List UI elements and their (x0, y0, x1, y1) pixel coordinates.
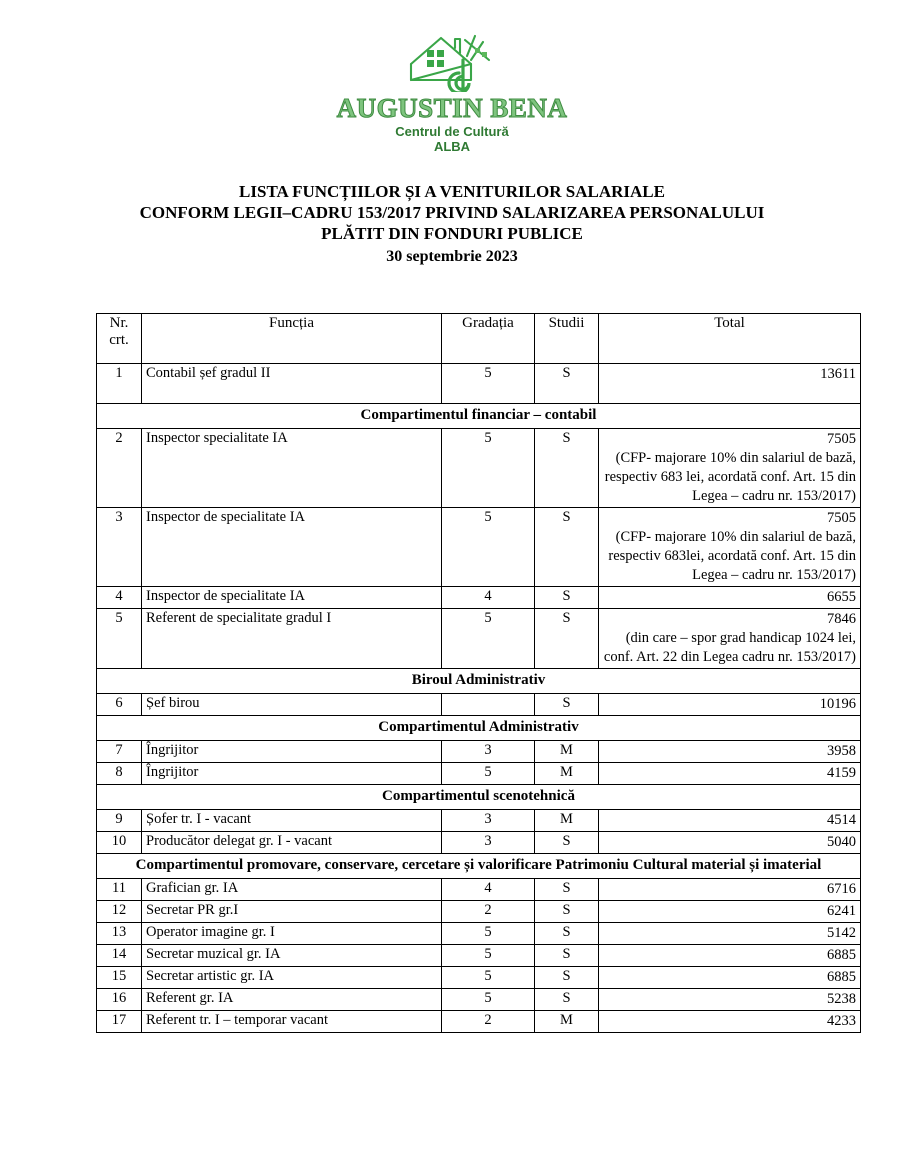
cell-studii: S (535, 609, 599, 669)
cell-studii: M (535, 741, 599, 763)
cell-total (599, 879, 861, 901)
cell-studii: S (535, 694, 599, 716)
total-amount: 6716 (827, 881, 856, 897)
table-row (97, 1011, 861, 1033)
document-date: 30 septembrie 2023 (386, 248, 518, 266)
total-amount: 10196 (819, 696, 856, 712)
table-row (97, 879, 861, 901)
salary-table-container (96, 313, 860, 1033)
cell-total (599, 810, 861, 832)
cell-nr: 14 (97, 945, 142, 967)
table-body (97, 364, 861, 1033)
table-row (97, 587, 861, 609)
cell-functia: Referent gr. IA (142, 989, 442, 1011)
table-section-label: Compartimentul Administrativ (97, 716, 861, 741)
cell-total (599, 1011, 861, 1033)
cell-gradatia: 5 (442, 989, 535, 1011)
cell-total (599, 832, 861, 854)
table-section-label: Compartimentul promovare, conservare, cercetare și valorificare Patrimoniu Cultural material și imaterial (97, 854, 861, 879)
table-row (97, 429, 861, 508)
cell-gradatia: 2 (442, 901, 535, 923)
total-amount: 13611 (820, 366, 856, 382)
cell-gradatia: 3 (442, 741, 535, 763)
cell-functia: Secretar muzical gr. IA (142, 945, 442, 967)
house-with-music-clef-logo-icon (397, 30, 507, 92)
table-row (97, 741, 861, 763)
cell-total (599, 609, 861, 669)
cell-gradatia: 2 (442, 1011, 535, 1033)
cell-studii: M (535, 1011, 599, 1033)
cell-functia: Referent de specialitate gradul I (142, 609, 442, 669)
total-note: (din care – spor grad handicap 1024 lei, conf. Art. 22 din Legea cadru nr. 153/2017) (603, 630, 856, 665)
cell-nr: 15 (97, 967, 142, 989)
table-row (97, 364, 861, 404)
total-amount: 7505 (827, 431, 856, 447)
total-amount: 7505 (827, 510, 856, 526)
total-amount: 7846 (827, 611, 856, 627)
total-note: (CFP- majorare 10% din salariul de bază, respectiv 683 lei, acordată conf. Art. 15 din Legea – cadru nr. 153/2017) (604, 450, 856, 504)
cell-total (599, 587, 861, 609)
table-row (97, 945, 861, 967)
document-title (0, 181, 904, 244)
table-row (97, 810, 861, 832)
table-section-row (97, 404, 861, 429)
total-amount: 5238 (827, 991, 856, 1007)
cell-functia: Șef birou (142, 694, 442, 716)
logo-subtitle-secondary: ALBA (433, 139, 471, 155)
cell-functia: Contabil șef gradul II (142, 364, 442, 404)
cell-total (599, 763, 861, 785)
cell-nr: 16 (97, 989, 142, 1011)
table-section-label: Compartimentul financiar – contabil (97, 404, 861, 429)
cell-gradatia: 3 (442, 832, 535, 854)
cell-nr: 9 (97, 810, 142, 832)
column-header-total: Total (599, 314, 861, 364)
cell-functia: Operator imagine gr. I (142, 923, 442, 945)
total-amount: 4233 (827, 1013, 856, 1029)
cell-nr: 17 (97, 1011, 142, 1033)
total-amount: 4159 (827, 765, 856, 781)
cell-nr: 3 (97, 508, 142, 587)
cell-nr: 5 (97, 609, 142, 669)
cell-nr: 4 (97, 587, 142, 609)
cell-gradatia (442, 694, 535, 716)
total-amount: 6885 (827, 947, 856, 963)
salary-table (96, 313, 861, 1033)
cell-nr: 2 (97, 429, 142, 508)
table-section-row (97, 785, 861, 810)
document-title-line-3: PLĂTIT DIN FONDURI PUBLICE (321, 224, 583, 244)
cell-functia: Șofer tr. I - vacant (142, 810, 442, 832)
cell-total (599, 989, 861, 1011)
table-section-label: Compartimentul scenotehnică (97, 785, 861, 810)
cell-total (599, 429, 861, 508)
logo-title: AUGUSTIN BENA (336, 93, 568, 123)
cell-gradatia: 5 (442, 364, 535, 404)
total-amount: 6241 (827, 903, 856, 919)
cell-nr: 12 (97, 901, 142, 923)
total-amount: 6655 (827, 589, 856, 605)
table-row (97, 989, 861, 1011)
cell-total (599, 923, 861, 945)
cell-studii: S (535, 429, 599, 508)
cell-studii: S (535, 364, 599, 404)
cell-gradatia: 5 (442, 923, 535, 945)
total-note: (CFP- majorare 10% din salariul de bază, respectiv 683lei, acordată conf. Art. 15 din Legea – cadru nr. 153/2017) (608, 529, 856, 583)
table-header-row (97, 314, 861, 364)
cell-studii: S (535, 923, 599, 945)
cell-nr: 13 (97, 923, 142, 945)
total-amount: 5142 (827, 925, 856, 941)
cell-gradatia: 5 (442, 508, 535, 587)
total-amount: 4514 (827, 812, 856, 828)
cell-functia: Inspector de specialitate IA (142, 508, 442, 587)
cell-studii: S (535, 989, 599, 1011)
table-row (97, 923, 861, 945)
cell-total (599, 364, 861, 404)
document-title-line-2: CONFORM LEGII–CADRU 153/2017 PRIVIND SALARIZAREA PERSONALULUI (139, 203, 765, 223)
column-header-functia: Funcția (142, 314, 442, 364)
column-header-gradatia: Gradația (442, 314, 535, 364)
cell-studii: S (535, 901, 599, 923)
cell-functia: Îngrijitor (142, 763, 442, 785)
cell-studii: M (535, 763, 599, 785)
cell-functia: Inspector de specialitate IA (142, 587, 442, 609)
cell-gradatia: 5 (442, 967, 535, 989)
window-panes-icon (427, 50, 444, 67)
table-row (97, 763, 861, 785)
cell-studii: S (535, 945, 599, 967)
cell-gradatia: 5 (442, 763, 535, 785)
cell-nr: 6 (97, 694, 142, 716)
cell-nr: 11 (97, 879, 142, 901)
table-row (97, 508, 861, 587)
cell-functia: Grafician gr. IA (142, 879, 442, 901)
table-row (97, 967, 861, 989)
cell-functia: Îngrijitor (142, 741, 442, 763)
cell-gradatia: 5 (442, 609, 535, 669)
total-amount: 5040 (827, 834, 856, 850)
table-section-row (97, 854, 861, 879)
cell-nr: 7 (97, 741, 142, 763)
table-row (97, 694, 861, 716)
column-header-nr-line2: crt. (109, 332, 129, 348)
document-title-line-1: LISTA FUNCȚIILOR ȘI A VENITURILOR SALARIALE (239, 182, 665, 202)
cell-gradatia: 5 (442, 429, 535, 508)
column-header-nr (97, 314, 142, 364)
logo-subtitle-primary: Centrul de Cultură (395, 124, 509, 140)
cell-functia: Producător delegat gr. I - vacant (142, 832, 442, 854)
cell-total (599, 967, 861, 989)
cell-nr: 1 (97, 364, 142, 404)
cell-nr: 8 (97, 763, 142, 785)
table-header (97, 314, 861, 364)
table-row (97, 609, 861, 669)
column-header-studii: Studii (535, 314, 599, 364)
cell-total (599, 945, 861, 967)
table-section-row (97, 669, 861, 694)
cell-functia: Inspector specialitate IA (142, 429, 442, 508)
cell-functia: Secretar PR gr.I (142, 901, 442, 923)
cell-total (599, 901, 861, 923)
total-amount: 6885 (827, 969, 856, 985)
cell-nr: 10 (97, 832, 142, 854)
column-header-nr-line1: Nr. (109, 315, 129, 331)
table-row (97, 832, 861, 854)
cell-studii: S (535, 508, 599, 587)
cell-gradatia: 4 (442, 587, 535, 609)
table-section-row (97, 716, 861, 741)
cell-studii: S (535, 879, 599, 901)
cell-total (599, 694, 861, 716)
table-section-label: Biroul Administrativ (97, 669, 861, 694)
organization-logo (0, 0, 904, 155)
total-amount: 3958 (827, 743, 856, 759)
cell-studii: S (535, 967, 599, 989)
cell-functia: Secretar artistic gr. IA (142, 967, 442, 989)
cell-total (599, 508, 861, 587)
cell-gradatia: 3 (442, 810, 535, 832)
cell-studii: M (535, 810, 599, 832)
cell-studii: S (535, 587, 599, 609)
cell-total (599, 741, 861, 763)
cell-studii: S (535, 832, 599, 854)
cell-gradatia: 5 (442, 945, 535, 967)
cell-functia: Referent tr. I – temporar vacant (142, 1011, 442, 1033)
cell-gradatia: 4 (442, 879, 535, 901)
table-row (97, 901, 861, 923)
